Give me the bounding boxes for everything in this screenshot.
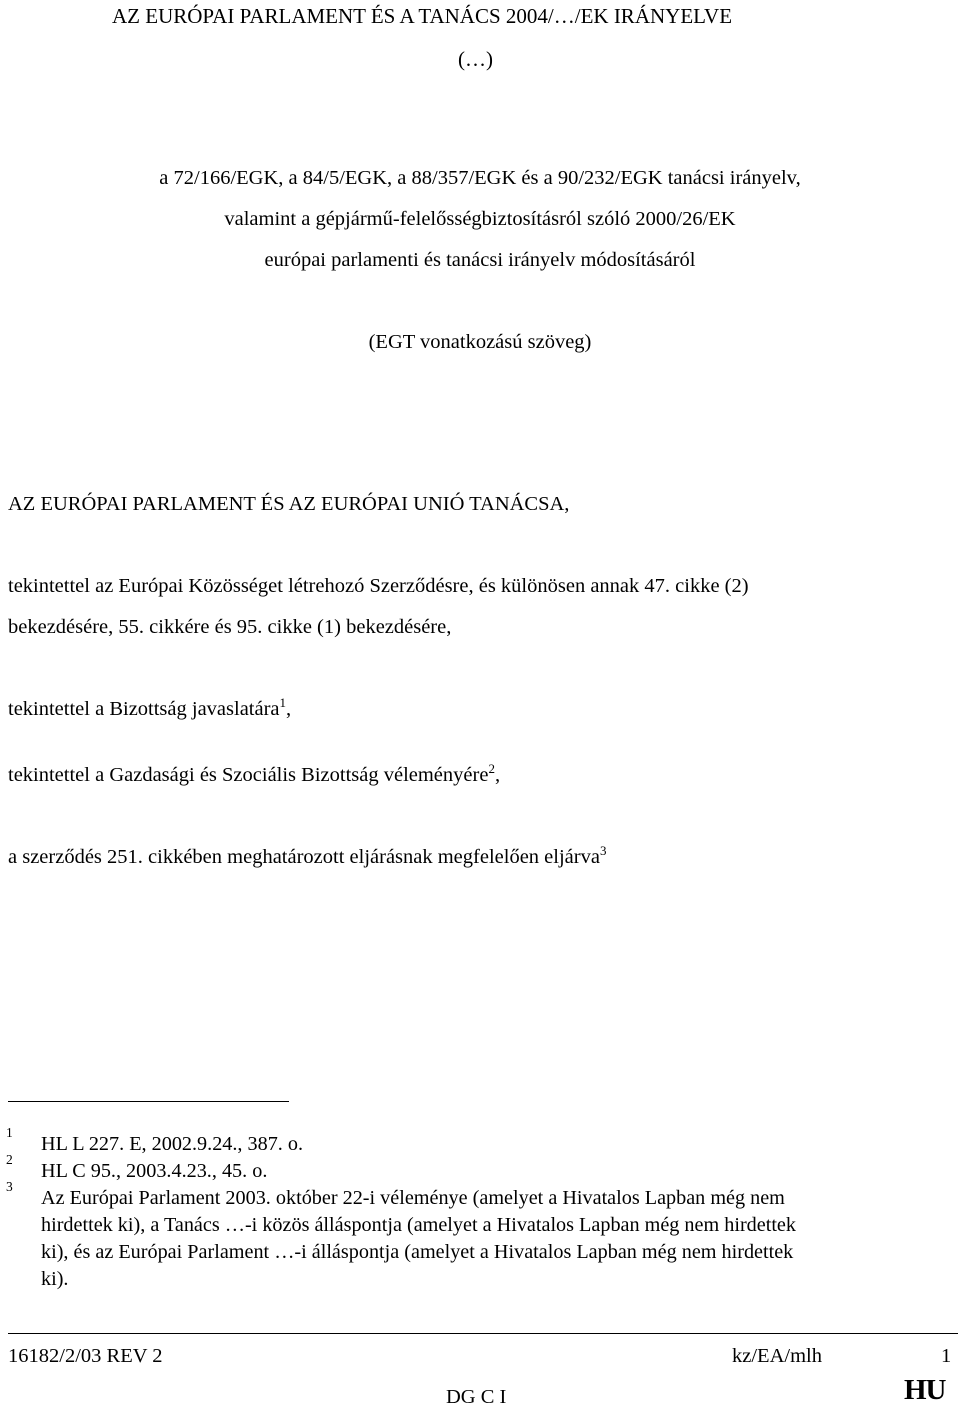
citation-treaty-line-1: tekintettel az Európai Közösséget létrehozó Szerződésre, és különösen annak 47. cikke (2) — [8, 575, 749, 597]
footnote-number-3: 3 — [6, 1179, 13, 1194]
citation-procedure — [8, 845, 606, 869]
footer-language-code: HU — [904, 1374, 946, 1406]
footnote-ref-3[interactable]: 3 — [599, 843, 607, 859]
footer-directorate: DG C I — [446, 1386, 507, 1408]
eea-relevance: (EGT vonatkozású szöveg) — [368, 331, 592, 353]
citation-punctuation: , — [286, 698, 292, 720]
document-number: (…) — [458, 47, 493, 71]
footnote-number-2: 2 — [6, 1152, 13, 1167]
citation-text: tekintettel a Bizottság javaslatára — [8, 698, 280, 720]
footer-document-reference: 16182/2/03 REV 2 — [8, 1345, 163, 1367]
document-title: AZ EURÓPAI PARLAMENT ÉS A TANÁCS 2004/…/EK IRÁNYELVE — [112, 4, 733, 28]
footnote-3-line-1: Az Európai Parlament 2003. október 22-i véleménye (amelyet a Hivatalos Lapban még nem — [41, 1187, 785, 1209]
footer-initials: kz/EA/mlh — [732, 1345, 822, 1367]
footnote-3-line-4: ki). — [41, 1268, 69, 1290]
footnote-number-1: 1 — [6, 1125, 13, 1140]
footnote-2 — [41, 1158, 931, 1185]
citation-esc-opinion — [8, 763, 500, 787]
footnote-ref-2[interactable]: 2 — [488, 761, 495, 777]
citation-text: tekintettel a Gazdasági és Szociális Bizottság véleményére — [8, 764, 489, 786]
footnote-3 — [41, 1185, 931, 1293]
footnote-2-line-1: HL C 95., 2003.4.23., 45. o. — [41, 1160, 268, 1182]
footnote-1 — [41, 1131, 931, 1158]
subject-line-1: a 72/166/EGK, a 84/5/EGK, a 88/357/EGK és a 90/232/EGK tanácsi irányelv, — [159, 167, 801, 189]
citation-punctuation: , — [494, 764, 501, 786]
enacting-authors: AZ EURÓPAI PARLAMENT ÉS AZ EURÓPAI UNIÓ TANÁCSA, — [8, 493, 570, 515]
citation-treaty-line-2: bekezdésére, 55. cikkére és 95. cikke (1) bekezdésére, — [8, 616, 452, 638]
subject-line-3: európai parlamenti és tanácsi irányelv módosításáról — [264, 249, 696, 271]
footer-separator — [8, 1333, 958, 1334]
footnote-3-line-3: ki), és az Európai Parlament …-i álláspontja (amelyet a Hivatalos Lapban még nem hirdettek — [41, 1241, 794, 1263]
subject-line-2: valamint a gépjármű-felelősségbiztosításról szóló 2000/26/EK — [224, 208, 736, 230]
footnote-3-line-2: hirdettek ki), a Tanács …-i közös álláspontja (amelyet a Hivatalos Lapban még nem hirdettek — [41, 1214, 796, 1236]
footer-page-number: 1 — [941, 1345, 952, 1367]
footnote-1-line-1: HL L 227. E, 2002.9.24., 387. o. — [41, 1133, 304, 1155]
citation-text: a szerződés 251. cikkében meghatározott eljárásnak megfelelően eljárva — [8, 846, 600, 868]
footnote-ref-1[interactable]: 1 — [279, 695, 287, 711]
footnote-separator — [8, 1101, 289, 1102]
citation-commission-proposal — [8, 697, 291, 721]
